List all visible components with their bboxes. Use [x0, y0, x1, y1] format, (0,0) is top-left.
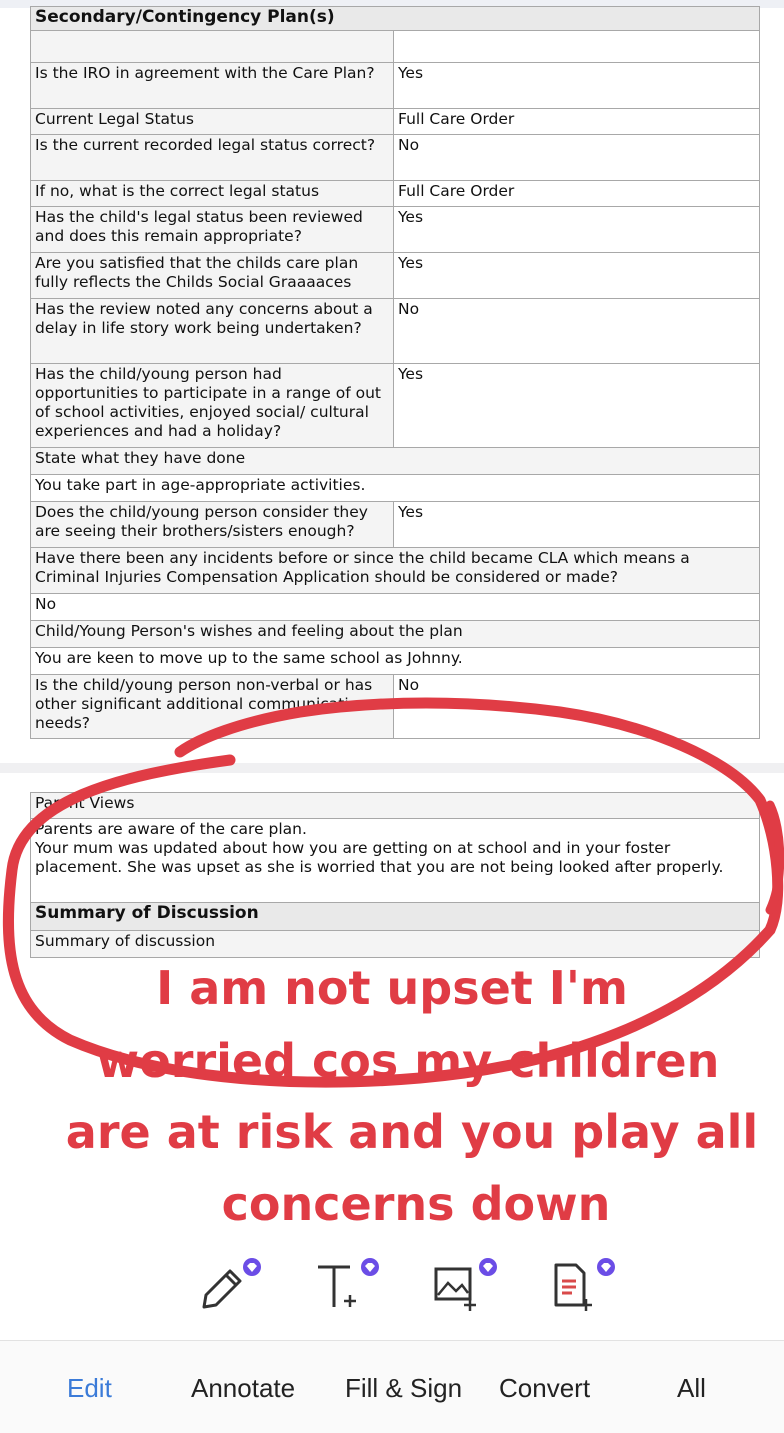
question-cell: Has the child/young person had opportunities to participate in a range of out of school activities, enjoyed social/ cultural experiences and had a holiday?: [31, 364, 394, 448]
state-value: You take part in age-appropriate activities.: [31, 475, 760, 502]
premium-gem-icon: [242, 1257, 262, 1277]
question-cell: Does the child/young person consider they are seeing their brothers/sisters enough?: [31, 502, 394, 548]
table-row: [31, 63, 760, 109]
tab-annotate[interactable]: Annotate: [191, 1373, 296, 1403]
premium-gem-icon: [360, 1257, 380, 1277]
handwritten-note-line: are at risk and you play all: [65, 1105, 759, 1159]
question-cell: Has the review noted any concerns about a delay in life story work being undertaken?: [31, 299, 394, 364]
tab-convert[interactable]: Convert: [499, 1373, 591, 1403]
answer-cell: Yes: [394, 253, 760, 299]
question-cell: Are you satisfied that the childs care plan fully reflects the Childs Social Graaaaces: [31, 253, 394, 299]
answer-cell: No: [394, 675, 760, 739]
bottom-tab-bar: [0, 1340, 784, 1433]
answer-cell: No: [394, 299, 760, 364]
table-row: [31, 253, 760, 299]
incidents-label: Have there been any incidents before or since the child became CLA which means a Criminal Injuries Compensation Application should be considered or made?: [31, 548, 760, 594]
wishes-value: You are keen to move up to the same school as Johnny.: [31, 648, 760, 675]
page-break: [0, 763, 784, 773]
question-cell: If no, what is the correct legal status: [31, 181, 394, 207]
parent-views-line: Your mum was updated about how you are getting on at school and in your foster placement. She was upset as she is worried that you are not being looked after properly.: [35, 839, 724, 876]
parent-views-label: Parent Views: [31, 793, 760, 819]
tab-all[interactable]: All: [677, 1373, 706, 1403]
care-plan-table: [30, 6, 760, 739]
question-cell: Is the current recorded legal status correct?: [31, 135, 394, 181]
question-cell: Current Legal Status: [31, 109, 394, 135]
state-label: State what they have done: [31, 448, 760, 475]
answer-cell: Full Care Order: [394, 181, 760, 207]
table-row: [31, 502, 760, 548]
add-image-tool-button[interactable]: [428, 1255, 498, 1319]
edit-toolbar: [0, 1255, 784, 1325]
handwritten-note-line: I am not upset I'm: [156, 961, 628, 1015]
premium-gem-icon: [478, 1257, 498, 1277]
table-row: [31, 135, 760, 181]
add-page-tool-button[interactable]: [546, 1255, 616, 1319]
summary-title: Summary of Discussion: [31, 903, 760, 931]
table-row: [31, 299, 760, 364]
add-text-tool-button[interactable]: [310, 1255, 380, 1319]
incidents-value: No: [31, 594, 760, 621]
tab-edit[interactable]: Edit: [67, 1373, 112, 1403]
table-row: [31, 364, 760, 448]
section-title: Secondary/Contingency Plan(s): [31, 7, 760, 31]
answer-cell: No: [394, 135, 760, 181]
answer-cell: Yes: [394, 502, 760, 548]
wishes-label: Child/Young Person's wishes and feeling about the plan: [31, 621, 760, 648]
pencil-tool-button[interactable]: [192, 1255, 262, 1319]
question-cell: Is the child/young person non-verbal or has other significant additional communication needs?: [31, 675, 394, 739]
answer-cell: Yes: [394, 364, 760, 448]
answer-cell: Yes: [394, 63, 760, 109]
parent-views-text: [31, 819, 760, 903]
question-cell: Has the child's legal status been reviewed and does this remain appropriate?: [31, 207, 394, 253]
handwritten-note-line: worried cos my children: [96, 1034, 720, 1088]
answer-cell: Yes: [394, 207, 760, 253]
summary-value: Summary of discussion: [31, 931, 760, 958]
tab-fill-sign[interactable]: Fill & Sign: [345, 1373, 463, 1403]
table-row: [31, 675, 760, 739]
answer-cell: Full Care Order: [394, 109, 760, 135]
premium-gem-icon: [596, 1257, 616, 1277]
handwritten-note-line: concerns down: [221, 1177, 611, 1231]
table-row: [31, 181, 760, 207]
table-row: [31, 207, 760, 253]
question-cell: Is the IRO in agreement with the Care Plan?: [31, 63, 394, 109]
parent-views-table: [30, 792, 760, 958]
parent-views-line: Parents are aware of the care plan.: [35, 820, 307, 838]
table-row: [31, 109, 760, 135]
